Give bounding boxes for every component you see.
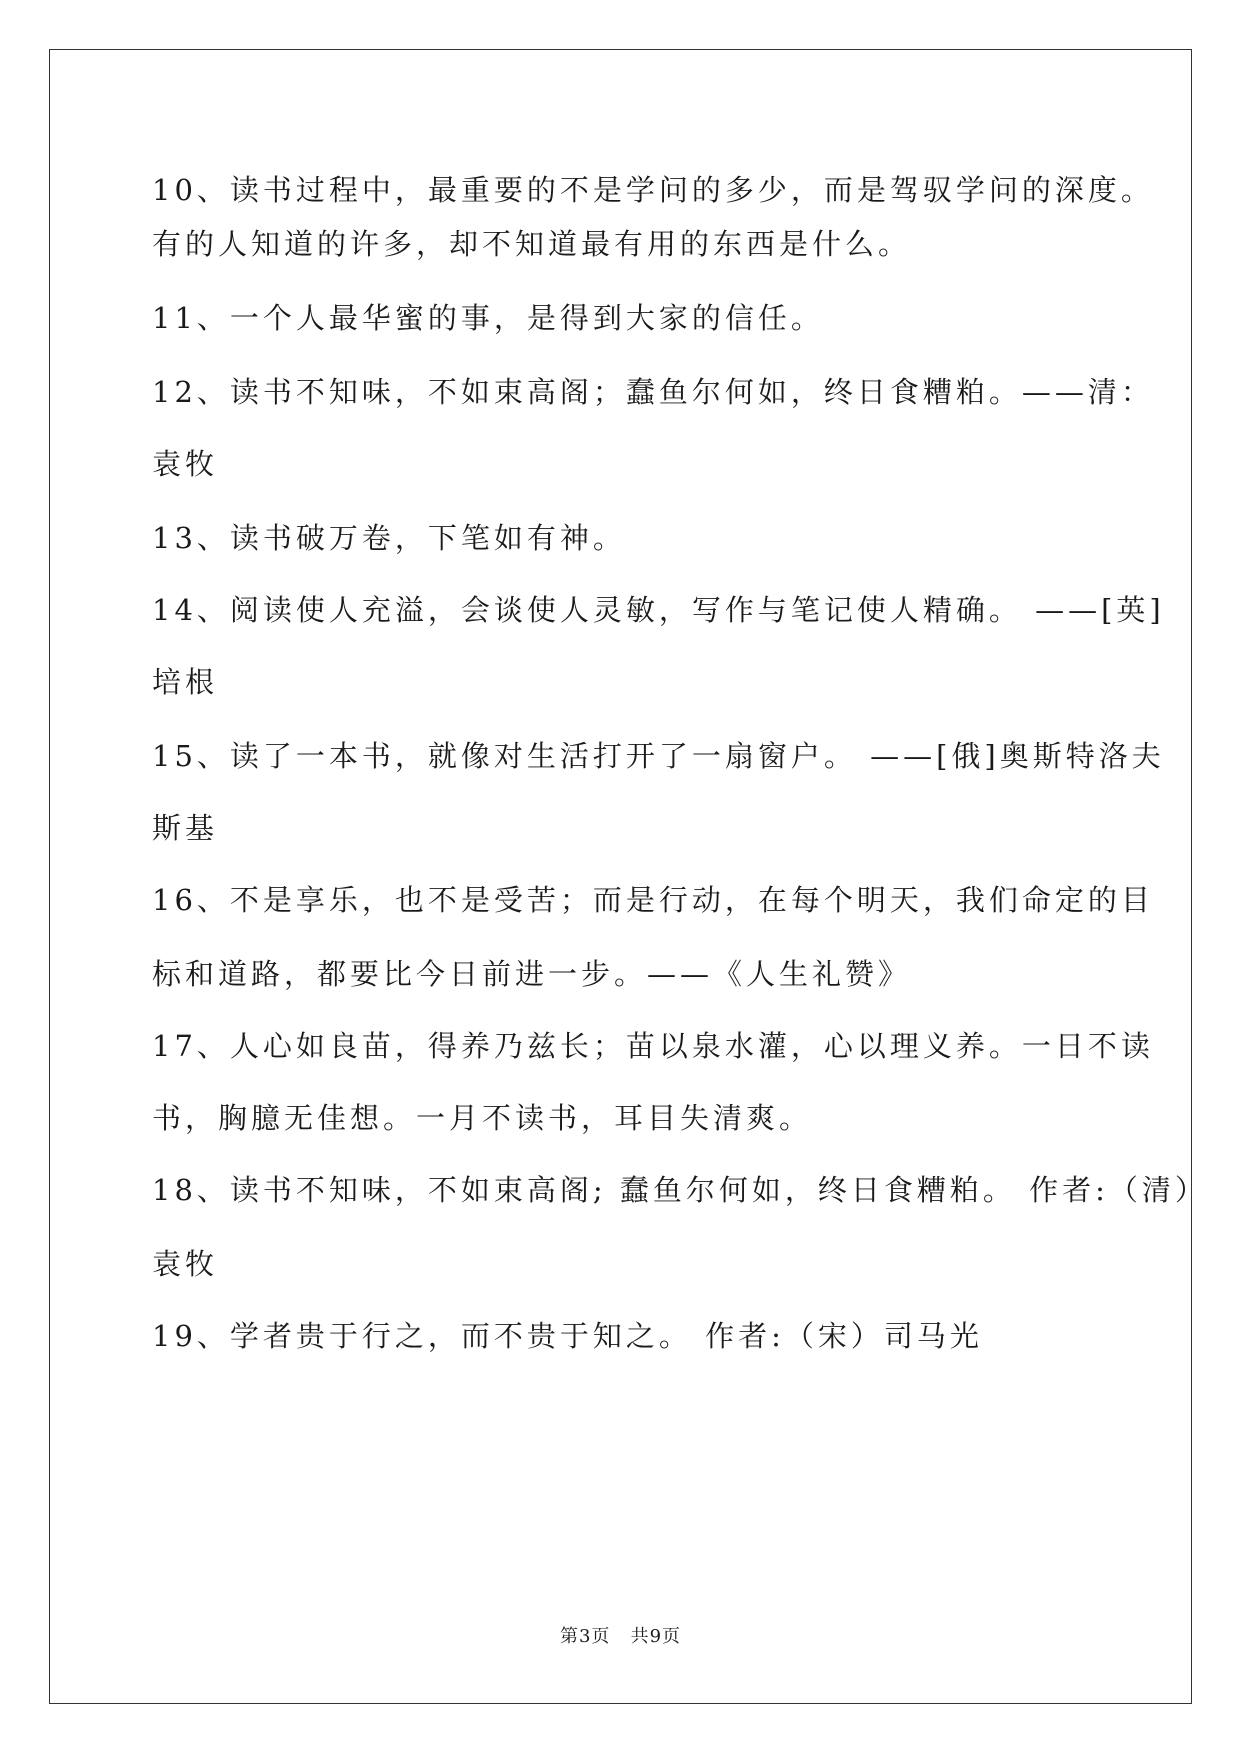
text-line: 15、读了一本书，就像对生活打开了一扇窗户。 ——[俄]奥斯特洛夫	[152, 739, 1165, 773]
text-line: 12、读书不知味，不如束高阁；蠢鱼尔何如，终日食糟粕。——清：	[152, 375, 1154, 409]
text-line: 17、人心如良苗，得养乃兹长；苗以泉水灌，心以理义养。一日不读	[152, 1029, 1154, 1063]
text-line: 16、不是享乐，也不是受苦；而是行动，在每个明天，我们命定的目	[152, 883, 1154, 917]
page-footer	[0, 1622, 1241, 1648]
text-line: 13、读书破万卷，下笔如有神。	[152, 521, 626, 555]
text-line: 标和道路，都要比今日前进一步。——《人生礼赞》	[152, 957, 912, 991]
page-number: 第3页 共9页	[559, 1626, 682, 1647]
text-line: 18、读书不知味，不如束高阁; 蠢鱼尔何如，终日食糟粕。 作者:（清）	[152, 1173, 1208, 1207]
text-line: 19、学者贵于行之，而不贵于知之。 作者:（宋）司马光	[152, 1319, 983, 1353]
text-line: 袁牧	[152, 447, 219, 481]
text-line: 培根	[152, 665, 219, 699]
text-line: 书，胸臆无佳想。一月不读书，耳目失清爽。	[152, 1101, 813, 1135]
text-line: 斯基	[152, 811, 219, 845]
text-line: 11、一个人最华蜜的事，是得到大家的信任。	[152, 301, 824, 335]
text-line: 14、阅读使人充溢，会谈使人灵敏，写作与笔记使人精确。 ——[英]	[152, 593, 1165, 627]
text-line: 袁牧	[152, 1247, 219, 1281]
text-line: 10、读书过程中，最重要的不是学问的多少，而是驾驭学问的深度。	[152, 173, 1154, 207]
page-border	[49, 49, 1192, 1704]
text-line: 有的人知道的许多，却不知道最有用的东西是什么。	[152, 227, 912, 261]
